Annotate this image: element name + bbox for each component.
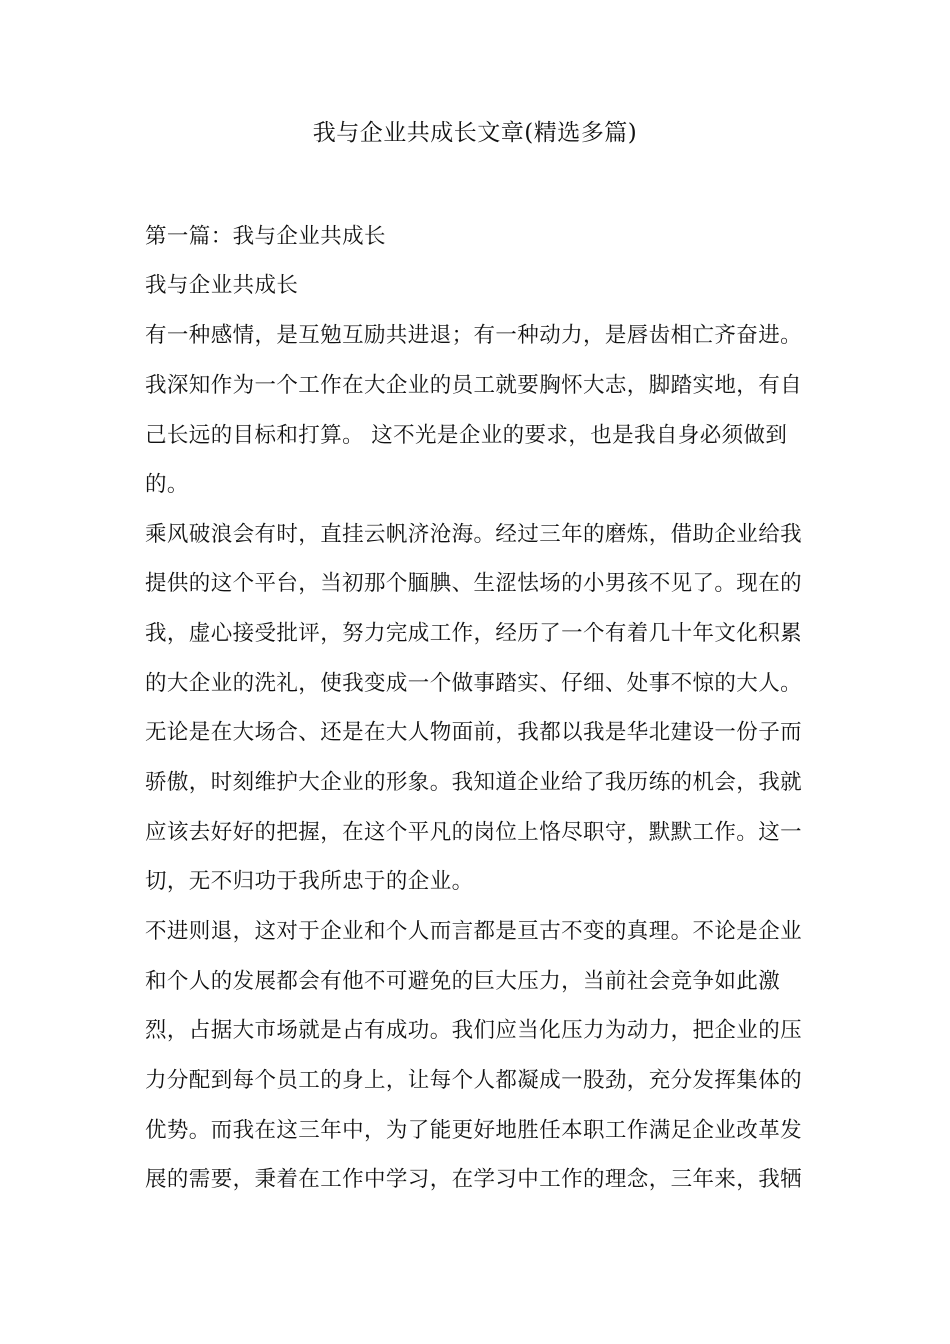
body-line: 的大企业的洗礼，使我变成一个做事踏实、仔细、处事不惊的大人。 xyxy=(145,671,803,696)
body-line: 不进则退，这对于企业和个人而言都是亘古不变的真理。不论是企业 xyxy=(145,919,803,944)
subheading: 我与企业共成长 xyxy=(145,273,299,298)
body-line: 优势。而我在这三年中，为了能更好地胜任本职工作满足企业改革发 xyxy=(145,1118,803,1143)
body-line: 的。 xyxy=(145,472,189,497)
body-line: 力分配到每个员工的身上，让每个人都凝成一股劲，充分发挥集体的 xyxy=(145,1068,803,1093)
body-line: 应该去好好的把握，在这个平凡的岗位上恪尽职守，默默工作。这一 xyxy=(145,820,803,845)
body-line: 乘风破浪会有时，直挂云帆济沧海。经过三年的磨炼，借助企业给我 xyxy=(145,522,803,547)
body-line: 烈，占据大市场就是占有成功。我们应当化压力为动力，把企业的压 xyxy=(145,1018,803,1043)
body-line: 提供的这个平台，当初那个腼腆、生涩怯场的小男孩不见了。现在的 xyxy=(145,571,803,596)
body-line: 和个人的发展都会有他不可避免的巨大压力，当前社会竞争如此激 xyxy=(145,969,781,994)
body-line: 我，虚心接受批评，努力完成工作，经历了一个有着几十年文化积累 xyxy=(145,621,803,646)
section-heading: 第一篇：我与企业共成长 xyxy=(145,224,386,249)
document-title: 我与企业共成长文章(精选多篇) xyxy=(312,120,638,146)
body-line: 我深知作为一个工作在大企业的员工就要胸怀大志，脚踏实地，有自 xyxy=(145,373,803,398)
body-line: 无论是在大场合、还是在大人物面前，我都以我是华北建设一份子而 xyxy=(145,720,803,745)
body-line: 骄傲，时刻维护大企业的形象。我知道企业给了我历练的机会，我就 xyxy=(145,770,803,795)
body-line: 展的需要，秉着在工作中学习，在学习中工作的理念，三年来，我牺 xyxy=(145,1167,803,1192)
body-line: 切，无不归功于我所忠于的企业。 xyxy=(145,869,474,894)
body-line: 己长远的目标和打算。 这不光是企业的要求，也是我自身必须做到 xyxy=(145,423,788,448)
body-line: 有一种感情，是互勉互励共进退；有一种动力，是唇齿相亡齐奋进。 xyxy=(145,323,803,348)
